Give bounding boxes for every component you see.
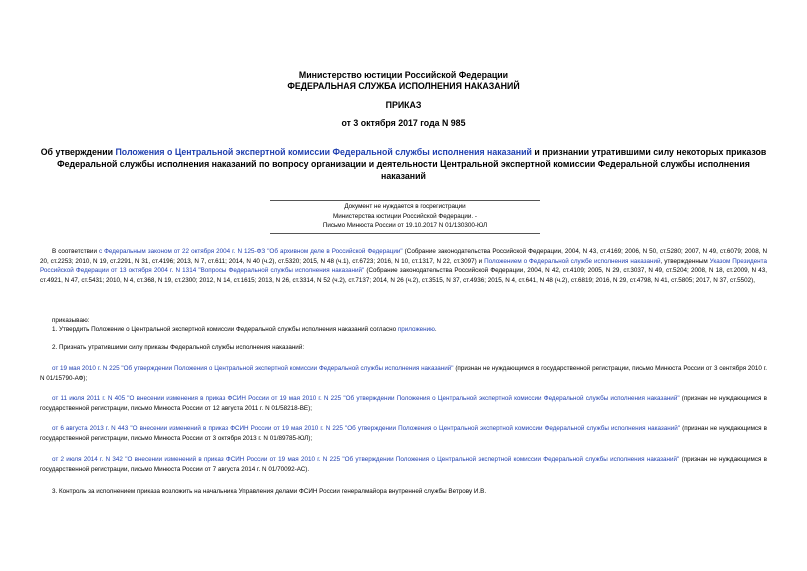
date-number-heading: от 3 октября 2017 года N 985 (341, 118, 466, 128)
preamble-text-3: , утвержденным (660, 257, 710, 265)
title-prefix: Об утверждении (40, 147, 116, 157)
preamble-link-decree[interactable]: Указом Президента Российской Федерации от 13 октября 2004 г. N 1314 "Вопросы Федеральной службы исполнения наказаний" (40, 257, 767, 275)
note-line-1: Документ не нуждается в госрегистрации (344, 203, 466, 210)
item-2: 2. Признать утратившими силу приказы Федеральной службы исполнения наказаний: (52, 344, 305, 351)
repealed-order-3-text: (признан не нуждающимся в государственной регистрации, письмо Минюста России от 3 октября 2013 г. N 01/89785-ЮЛ); (40, 425, 767, 442)
repealed-order-1-text: (признан не нуждающимся в государственной регистрации, письмо Минюста России от 3 сентября 2010 г. N 01/15790-АФ); (40, 365, 768, 382)
repealed-order-2-link[interactable]: от 11 июля 2011 г. N 405 "О внесении изменения в приказ ФСИН России от 19 мая 2010 г. N 225 "Об утверждении Положения о Центральной экспертной комиссии Федеральной службы исполнения наказаний" (52, 395, 680, 402)
repealed-order-3 (40, 424, 767, 443)
ministry-heading: Министерство юстиции Российской Федерации (298, 70, 509, 80)
title-link[interactable]: Положения о Центральной экспертной комиссии Федеральной службы исполнения наказаний (115, 147, 532, 157)
note-line-2: Министерства юстиции Российской Федерации. - (332, 212, 477, 220)
service-heading: ФЕДЕРАЛЬНАЯ СЛУЖБА ИСПОЛНЕНИЯ НАКАЗАНИЙ (287, 81, 520, 91)
repealed-order-2 (40, 394, 767, 413)
registration-note (270, 200, 540, 234)
repealed-order-1-link[interactable]: от 19 мая 2010 г. N 225 "Об утверждении Положения о Центральной экспертной комиссии Федеральной службы исполнения наказаний" (52, 365, 454, 372)
item-1 (52, 325, 767, 335)
doc-type-heading: ПРИКАЗ (385, 100, 422, 110)
title-suffix: и признании утратившими силу некоторых приказов Федеральной службы исполнения наказаний по вопросу организации и деятельности Центральной экспертной комиссии Федеральной службы исполнения наказаний (57, 147, 767, 181)
repealed-order-4-link[interactable]: от 2 июля 2014 г. N 342 "О внесении изменений в приказ ФСИН России от 19 мая 2010 г. N 225 "Об утверждении Положения о Центральной экспертной комиссии Федеральной службы исполнения наказаний" (52, 456, 680, 463)
preamble-link-archive-law[interactable]: с Федеральным законом от 22 октября 2004 г. N 125-ФЗ "Об архивном деле в Российской Федерации" (98, 248, 403, 255)
preamble-text-2: (Собрание законодательства Российской Федерации, 2004, N 43, ст.4169; 2006, N 50, ст.5280; 2007, N 49, ст.6079; 2008, N 20, ст.2253; 2010, N 19, ст.2291, N 31, ст.4196; 2013, N 7, ст.611; 2014, N 40 (ч.2), ст.5320; 2015, N 48 (ч.1), ст.6723; 2016, N 10, ст.1317, N 22, ст.3097) и (40, 248, 767, 265)
item-1-end: . (434, 326, 437, 333)
preamble-link-regulation[interactable]: Положением о Федеральной службе исполнения наказаний (484, 257, 661, 265)
repealed-order-3-link[interactable]: от 6 августа 2013 г. N 443 "О внесении изменений в приказ ФСИН России от 19 мая 2010 г. N 225 "Об утверждении Положения о Центральной экспертной комиссии Федеральной службы исполнения наказаний" (52, 425, 681, 432)
preamble-text-4: (Собрание законодательства Российской Федерации, 2004, N 42, ст.4109; 2005, N 29, ст.3037, N 49, ст.5204; 2008, N 18, ст.2009, N 43, ст.4921, N 47, ст.5431; 2010, N 4, ст.368, N 19, ст.2300; 2012, N 14, ст.1615; 2013, N 26, ст.3314, N 52 (ч.2), ст.7137; 2014, N 26 (ч.2), ст.3515, N 37, ст.4936; 2015, N 4, ст.641, N 48 (ч.2), ст.6819; 2016, N 29, ст.4798, N 41, ст.5805; 2017, N 37, ст.5502), (40, 267, 767, 284)
repealed-order-4-text: (признан не нуждающимся в государственной регистрации, письмо Минюста России от 7 августа 2014 г. N 01/70092-АС). (40, 456, 768, 473)
repealed-order-1 (40, 364, 767, 383)
note-line-3: Письмо Минюста России от 19.10.2017 N 01/130300-ЮЛ (322, 222, 488, 229)
item-3: 3. Контроль за исполнением приказа возложить на начальника Управления делами ФСИН России генералмайора внутренней службы Ветрову И.В. (52, 488, 487, 495)
order-word: приказываю: (52, 317, 90, 324)
preamble-text-1: В соответствии (52, 248, 99, 255)
appendix-link[interactable]: приложению (397, 326, 435, 333)
repealed-order-2-text: (признан не нуждающимся в государственной регистрации, письмо Минюста России от 12 августа 2011 г. N 01/58218-ВЕ); (40, 395, 767, 412)
item-1-text: 1. Утвердить Положение о Центральной экспертной комиссии Федеральной службы исполнения наказаний согласно (52, 326, 398, 333)
preamble-paragraph (40, 247, 767, 285)
document-title (40, 146, 767, 182)
repealed-order-4 (40, 455, 767, 474)
